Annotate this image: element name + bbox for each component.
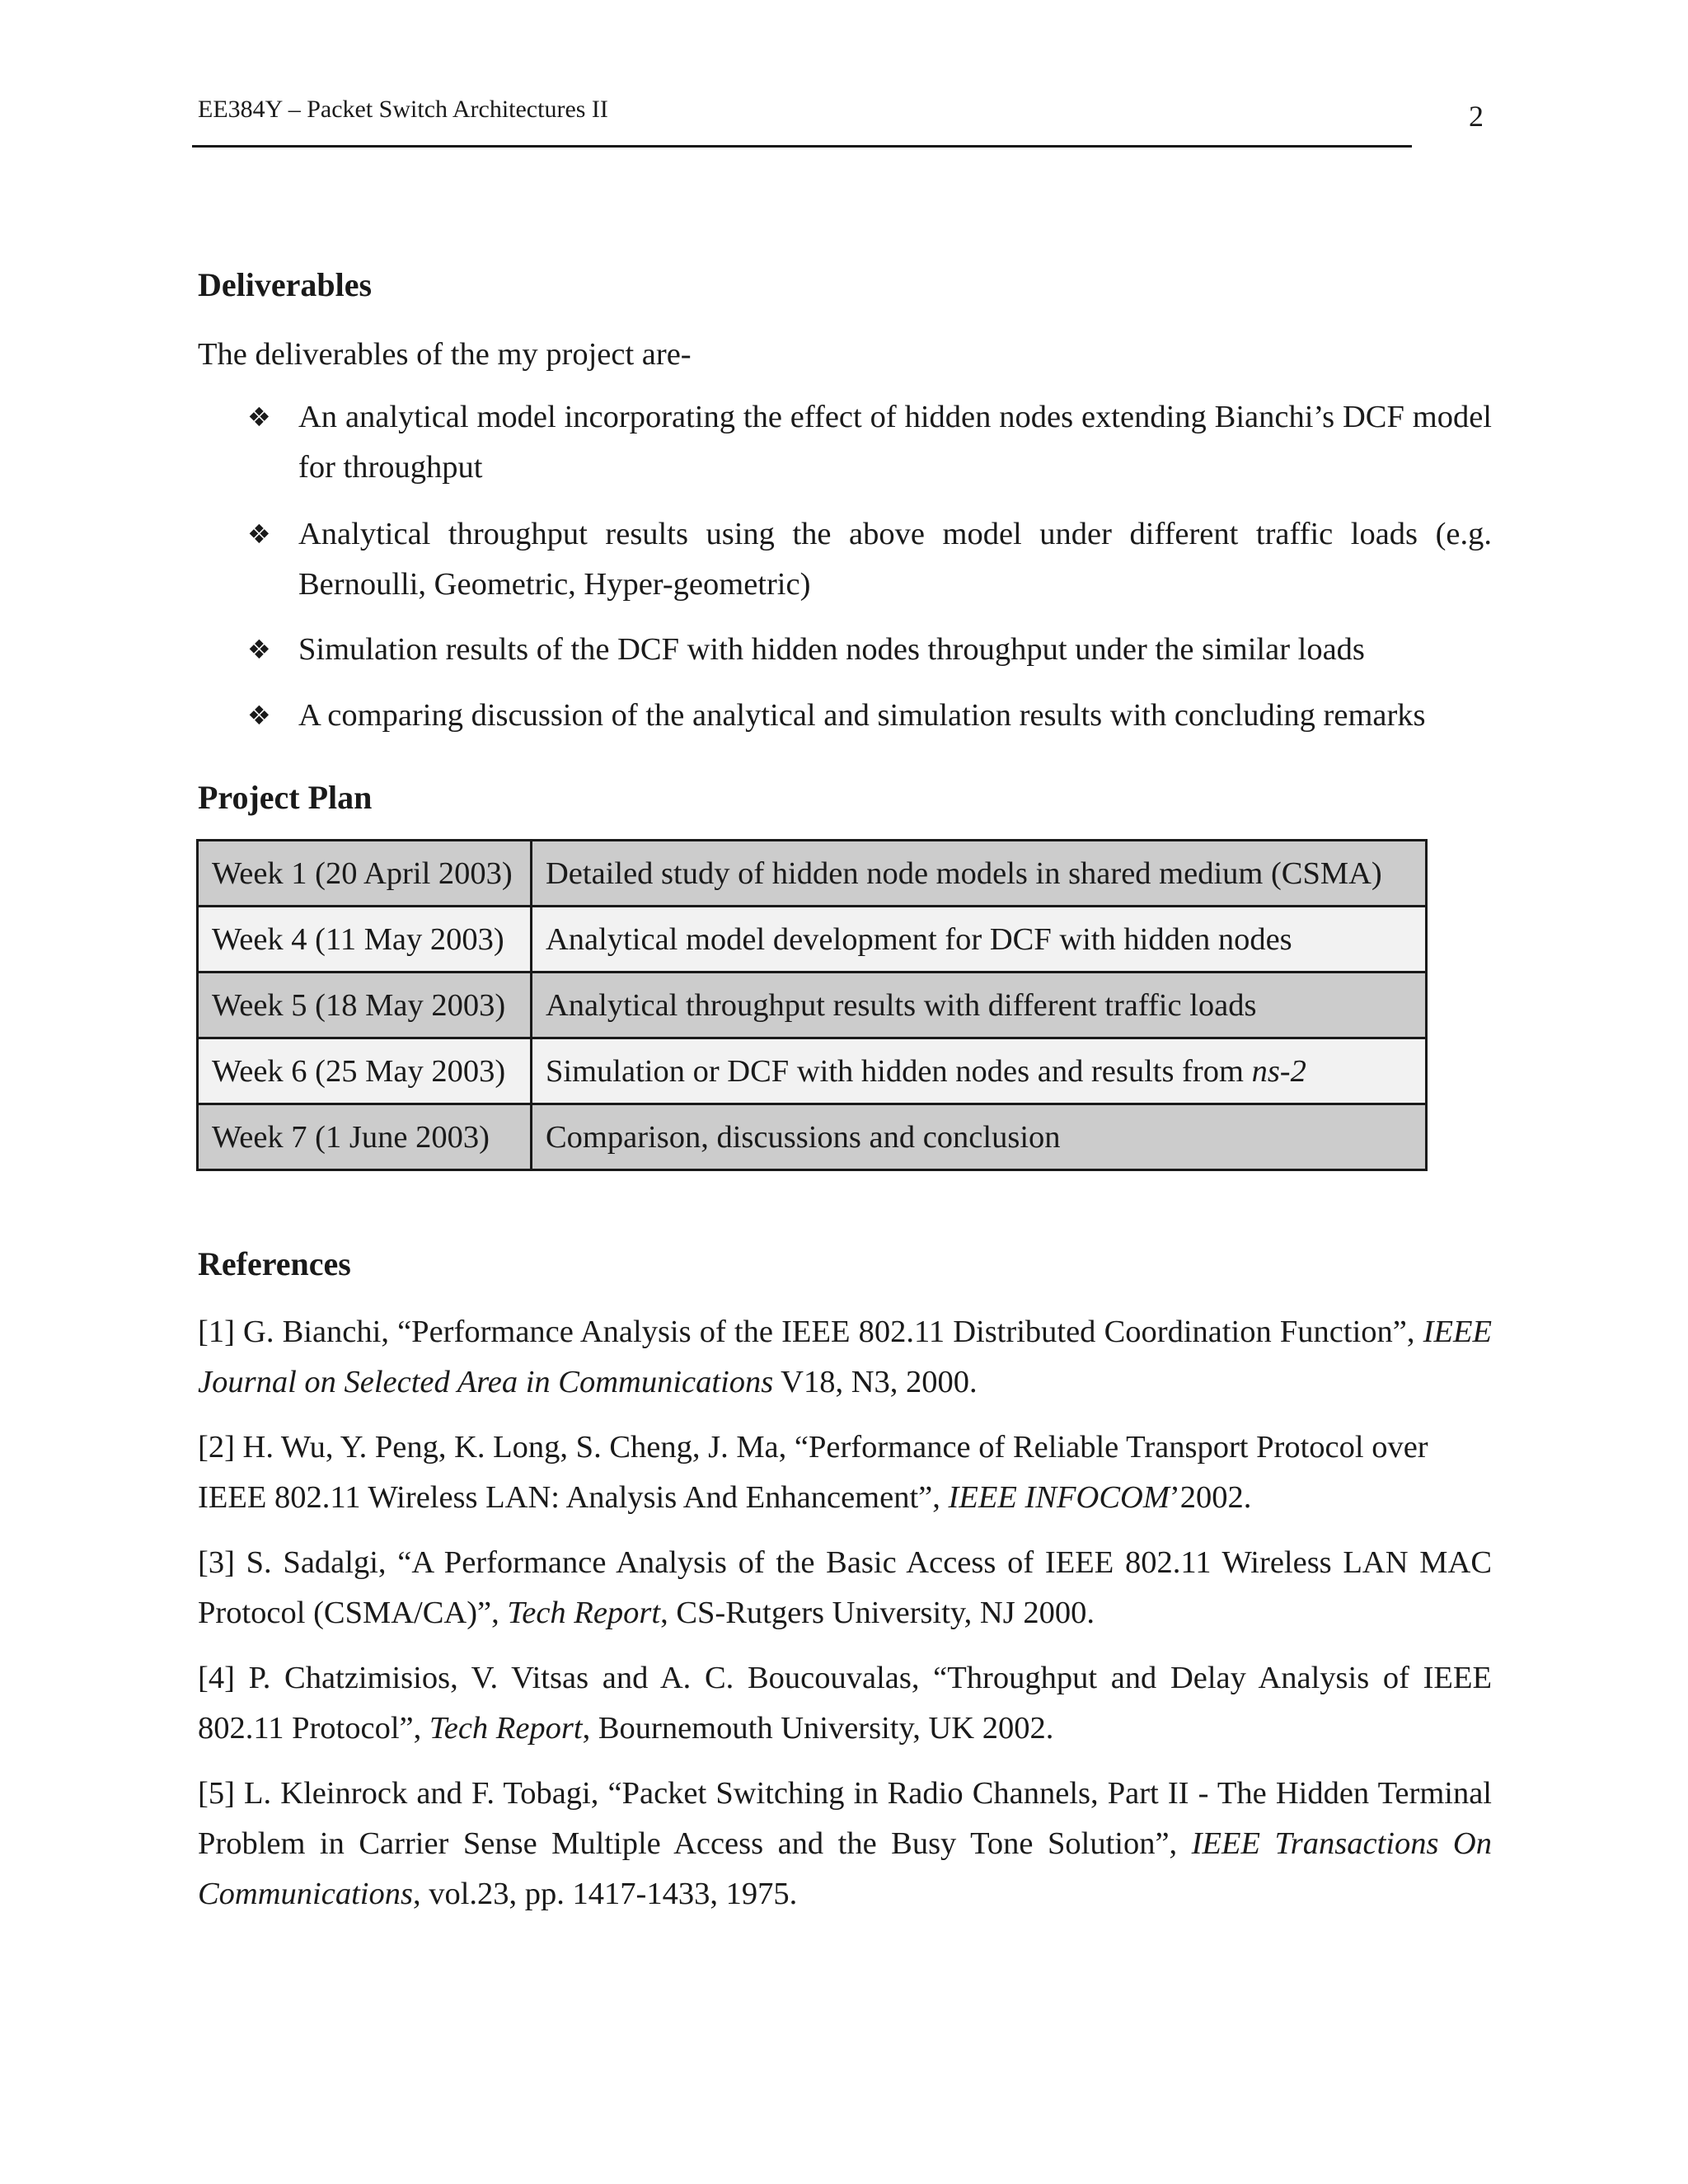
reference-item [198, 1307, 1492, 1408]
task-cell [532, 1038, 1427, 1104]
reference-tail: , CS-Rutgers University, NJ 2000. [660, 1596, 1095, 1630]
deliverable-text: Simulation results of the DCF with hidden nodes throughput under the similar loads [298, 632, 1365, 667]
task-text: Simulation or DCF with hidden nodes and results from [546, 1053, 1252, 1089]
deliverable-text: A comparing discussion of the analytical and simulation results with concluding remarks [298, 698, 1426, 733]
page-number: 2 [1469, 100, 1484, 133]
deliverables-heading: Deliverables [198, 266, 373, 303]
task-cell: Analytical model development for DCF with hidden nodes [532, 907, 1427, 972]
header-rule [192, 145, 1412, 148]
table-row [198, 907, 1427, 972]
reference-venue: Tech Report [507, 1596, 661, 1630]
deliverables-intro: The deliverables of the my project are- [198, 337, 692, 372]
task-italic-text: ns-2 [1251, 1053, 1306, 1089]
table-row [198, 1104, 1427, 1170]
reference-venue: IEEE Transactions On Communications [198, 1826, 1492, 1911]
table-row [198, 841, 1427, 907]
week-cell: Week 7 (1 June 2003) [198, 1104, 532, 1170]
week-cell: Week 4 (11 May 2003) [198, 907, 532, 972]
deliverable-text: Analytical throughput results using the above model under different traffic loads (e.g. Bernoulli, Geometric, Hyper-geometric) [298, 517, 1492, 602]
diamond-bullet-icon: ❖ [247, 634, 271, 665]
reference-item [198, 1769, 1492, 1919]
reference-tail: , Bournemouth University, UK 2002. [582, 1711, 1054, 1746]
week-cell: Week 6 (25 May 2003) [198, 1038, 532, 1104]
deliverable-text: An analytical model incorporating the effect of hidden nodes extending Bianchi’s DCF model for throughput [298, 400, 1492, 485]
reference-tail: , vol.23, pp. 1417-1433, 1975. [412, 1877, 798, 1911]
reference-item [198, 1538, 1492, 1638]
reference-text: [1] G. Bianchi, “Performance Analysis of the IEEE 802.11 Distributed Coordination Function”, [198, 1315, 1423, 1349]
task-cell: Analytical throughput results with different traffic loads [532, 972, 1427, 1038]
project-plan-heading: Project Plan [198, 779, 373, 816]
table-row [198, 972, 1427, 1038]
running-header-title: EE384Y – Packet Switch Architectures II [198, 96, 608, 123]
diamond-bullet-icon: ❖ [247, 518, 271, 550]
project-plan-table [196, 839, 1428, 1171]
diamond-bullet-icon: ❖ [247, 700, 271, 731]
reference-item [198, 1653, 1492, 1754]
task-cell: Comparison, discussions and conclusion [532, 1104, 1427, 1170]
table-row [198, 1038, 1427, 1104]
reference-item [198, 1422, 1467, 1523]
reference-venue: IEEE Journal on Selected Area in Communications [198, 1315, 1492, 1399]
reference-venue: Tech Report [429, 1711, 583, 1746]
references-heading: References [198, 1245, 351, 1282]
diamond-bullet-icon: ❖ [247, 401, 271, 433]
reference-text: [4] P. Chatzimisios, V. Vitsas and A. C. Boucouvalas, “Throughput and Delay Analysis of IEEE 802.11 Protocol”, [198, 1661, 1492, 1746]
reference-text: [3] S. Sadalgi, “A Performance Analysis of the Basic Access of IEEE 802.11 Wireless LAN MAC Protocol (CSMA/CA)”, [198, 1545, 1492, 1630]
reference-tail: ’2002. [1169, 1480, 1252, 1515]
week-cell: Week 5 (18 May 2003) [198, 972, 532, 1038]
task-cell: Detailed study of hidden node models in shared medium (CSMA) [532, 841, 1427, 907]
reference-text: [5] L. Kleinrock and F. Tobagi, “Packet Switching in Radio Channels, Part II - The Hidden Terminal Problem in Carrier Sense Multiple Access and the Busy Tone Solution”, [198, 1776, 1492, 1861]
reference-text: [2] H. Wu, Y. Peng, K. Long, S. Cheng, J. Ma, “Performance of Reliable Transport Protocol over IEEE 802.11 Wireless LAN: Analysis And Enhancement”, [198, 1430, 1428, 1515]
reference-venue: IEEE INFOCOM [948, 1480, 1170, 1515]
reference-tail: V18, N3, 2000. [773, 1365, 978, 1399]
week-cell: Week 1 (20 April 2003) [198, 841, 532, 907]
